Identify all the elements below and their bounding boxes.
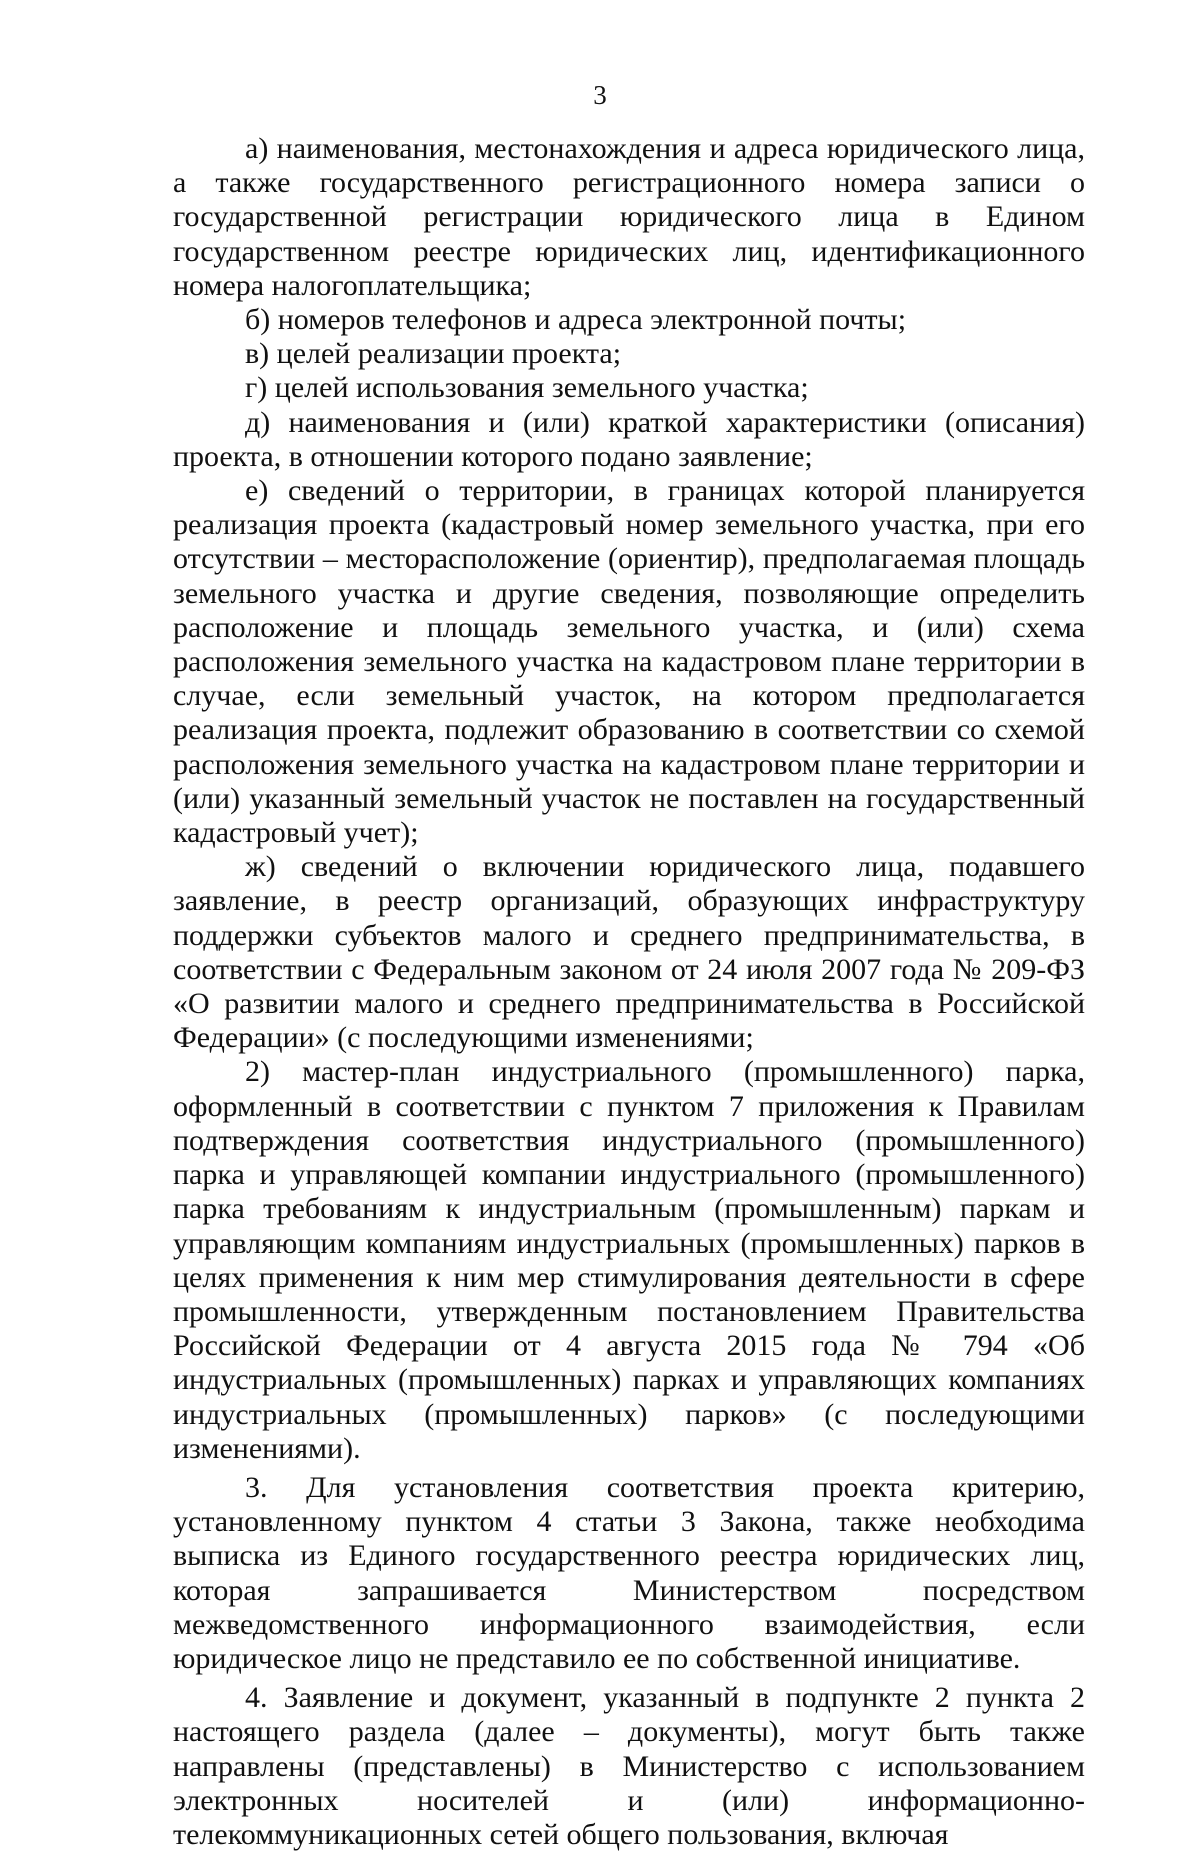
paragraph-zh: ж) сведений о включении юридического лица, подавшего заявление, в реестр организаций, образующих инфраструктуру поддержки субъектов малого и среднего предпринимательства, в соответствии с Федеральным законом от 24 июля 2007 года № 209-ФЗ «О развитии малого и среднего предпринимательства в Российской Федерации» (с последующими изменениями; [173, 850, 1085, 1055]
paragraph-g: г) целей использования земельного участка; [245, 371, 809, 405]
document-body [173, 132, 1085, 1852]
paragraph-e: е) сведений о территории, в границах которой планируется реализация проекта (кадастровый номер земельного участка, при его отсутствии – месторасположение (ориентир), предполагаемая площадь земельного участка и другие сведения, позволяющие определить расположение и площадь земельного участка, и (или) схема расположения земельного участка на кадастровом плане территории в случае, если земельный участок, на котором предполагается реализация проекта, подлежит образованию в соответствии со схемой расположения земельного участка на кадастровом плане территории и (или) указанный земельный участок не поставлен на государственный кадастровый учет); [173, 474, 1085, 850]
paragraph-v: в) целей реализации проекта; [245, 337, 622, 371]
paragraph-3: 3. Для установления соответствия проекта критерию, установленному пунктом 4 статьи 3 Закона, также необходима выписка из Единого государственного реестра юридических лиц, которая запрашивается Министерством посредством межведомственного информационного взаимодействия, если юридическое лицо не представило ее по собственной инициативе. [173, 1470, 1085, 1675]
paragraph-2: 2) мастер-план индустриального (промышленного) парка, оформленный в соответствии с пунктом 7 приложения к Правилам подтверждения соответствия индустриального (промышленного) парка и управляющей компании индустриального (промышленного) парка требованиям к индустриальным (промышленным) паркам и управляющим компаниям индустриальных (промышленных) парков в целях применения к ним мер стимулирования деятельности в сфере промышленности, утвержденным постановлением Правительства Российской Федерации от 4 августа 2015 года № 794 «Об индустриальных (промышленных) парках и управляющих компаниях индустриальных (промышленных) парков» (с последующими изменениями). [173, 1055, 1085, 1465]
paragraph-a: а) наименования, местонахождения и адреса юридического лица, а также государственного регистрационного номера записи о государственной регистрации юридического лица в Едином государственном реестре юридических лиц, идентификационного номера налогоплательщика; [173, 132, 1085, 302]
page-number: 3 [593, 80, 607, 110]
paragraph-b: б) номеров телефонов и адреса электронной почты; [245, 303, 907, 337]
paragraph-4: 4. Заявление и документ, указанный в подпункте 2 пункта 2 настоящего раздела (далее – документы), могут быть также направлены (представлены) в Министерство с использованием электронных носителей и (или) информационно-телекоммуникационных сетей общего пользования, включая [173, 1681, 1085, 1851]
paragraph-d: д) наименования и (или) краткой характеристики (описания) проекта, в отношении которого подано заявление; [173, 405, 1085, 473]
